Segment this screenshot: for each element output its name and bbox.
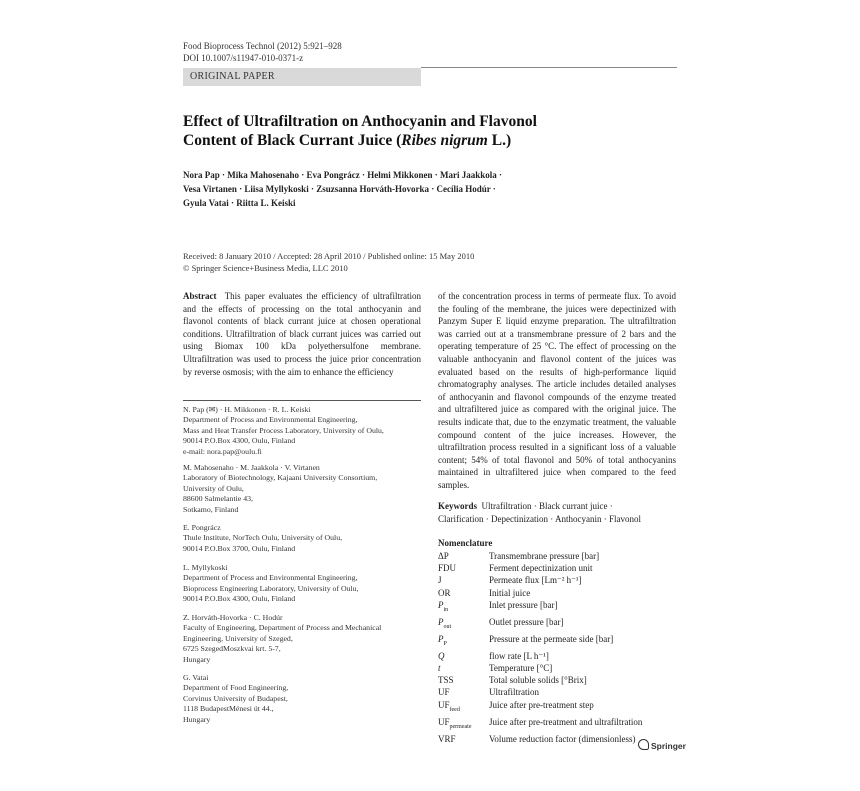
section-label: ORIGINAL PAPER [190, 71, 275, 82]
nomenclature-row [438, 616, 642, 633]
nomenclature-symbol: $P_{in}$ [438, 599, 449, 613]
affiliation-line: University of Oulu, [183, 483, 244, 493]
nomenclature-description: Outlet pressure [bar] [489, 616, 564, 627]
affiliation-block [183, 673, 423, 725]
nomenclature-heading: Nomenclature [438, 538, 493, 548]
affiliation-line: 88600 Salmelantie 43, [183, 494, 253, 504]
affiliation-line: E. Pongrácz [183, 523, 221, 532]
copyright: © Springer Science+Business Media, LLC 2010 [183, 263, 348, 273]
nomenclature-symbol: t [438, 663, 441, 674]
keywords-line-2: Clarification · Depectinization · Anthocyanin · Flavonol [438, 514, 641, 524]
affiliation-line: 90014 P.O.Box 4300, Oulu, Finland [183, 594, 296, 604]
springer-logo: Springer [638, 739, 686, 751]
affiliation-line: 6725 SzegedMoszkvai krt. 5-7, [183, 644, 281, 654]
nomenclature-row [438, 686, 642, 698]
affiliation-line: Faculty of Engineering, Department of Process and Mechanical [183, 623, 382, 633]
publication-dates [183, 250, 474, 274]
nomenclature-description: Juice after pre-treatment step [489, 699, 594, 710]
abstract [183, 290, 421, 378]
nomenclature-row [438, 674, 642, 686]
abstract-label: Abstract [183, 291, 217, 301]
title-line-2: Content of Black Currant Juice (Ribes nigrum L.) [183, 132, 512, 149]
nomenclature-symbol: Q [438, 650, 445, 661]
affiliation-line: L. Myllykoski [183, 563, 228, 572]
affiliation-line: Hungary [183, 714, 211, 724]
nomenclature-symbol: $P_{out}$ [438, 616, 452, 630]
springer-horse-icon [638, 739, 649, 750]
affiliation-line: 90014 P.O.Box 3700, Oulu, Finland [183, 543, 296, 553]
affiliation-line: Corvinus University of Budapest, [183, 693, 288, 703]
author-line: Gyula Vatai · Riitta L. Keiski [183, 198, 296, 208]
affiliation-line: Department of Process and Environmental Engineering, [183, 415, 358, 425]
nomenclature-row [438, 716, 642, 733]
nomenclature-row [438, 699, 642, 716]
nomenclature-symbol: ΔP [438, 551, 449, 561]
nomenclature-symbol: OR [438, 587, 451, 598]
nomenclature-table [438, 550, 642, 745]
affiliation-rule [183, 400, 421, 401]
affiliation-line[interactable]: e-mail: nora.pap@oulu.fi [183, 446, 262, 456]
nomenclature-description: Permeate flux [Lm⁻² h⁻¹] [489, 575, 582, 586]
nomenclature-row [438, 574, 642, 586]
author-line: Vesa Virtanen · Liisa Myllykoski · Zsuzsanna Horváth-Hovorka · Cecília Hodúr · [183, 184, 496, 194]
nomenclature-row [438, 733, 642, 745]
nomenclature-row [438, 650, 642, 662]
nomenclature-description: Juice after pre-treatment and ultrafiltration [489, 716, 643, 727]
affiliation-line: Z. Horváth-Hovorka · C. Hodúr [183, 613, 283, 622]
nomenclature-symbol: VRF [438, 733, 456, 744]
nomenclature-description: Ultrafiltration [489, 687, 539, 698]
nomenclature-description: Inlet pressure [bar] [489, 599, 558, 610]
affiliation-line: Sotkamo, Finland [183, 504, 239, 514]
header-rule [421, 67, 677, 68]
nomenclature-description: Initial juice [489, 587, 531, 598]
keywords-label: Keywords [438, 501, 477, 511]
journal-doi: DOI 10.1007/s11947-010-0371-z [183, 53, 304, 63]
nomenclature-symbol: $UF_{feed}$ [438, 699, 460, 713]
abstract-continued: of the concentration process in terms of permeate flux. To avoid the fouling of the membrane, the juices were depectinized with Panzym Super E liquid enzyme preparation. The ultrafiltration was carried out at a transmembrane pressure of 2 bars and the operating temperature of 25 °C. The effect of processing on the valuable anthocyanin and flavonol content of the juices was evaluated based on the results of high-performance liquid chromatography analyses. The article includes detailed analyses of anthocyanin and flavonol compounds of the enzyme treated and ultrafiltered juice as compared with the original juice. The results indicate that, due to the enzymatic treatment, the valuable compound content of the juice increases. However, the ultrafiltration process resulted in a significant loss of a valuable content; 54% of total flavonol and 50% of total anthocyanins maintained in ultrafiltered juice when compared to the feed samples. [438, 291, 676, 490]
journal-citation: Food Bioprocess Technol (2012) 5:921–928 [183, 41, 342, 51]
affiliation-block [183, 463, 423, 515]
affiliation-line: 90014 P.O.Box 4300, Oulu, Finland [183, 436, 296, 446]
affiliation-line: Department of Food Engineering, [183, 683, 289, 693]
nomenclature-description: Temperature [°C] [489, 663, 553, 674]
nomenclature-description: Pressure at the permeate side [bar] [489, 633, 614, 644]
title-line-1: Effect of Ultrafiltration on Anthocyanin and Flavonol [183, 113, 537, 130]
affiliation-line: Engineering, University of Szeged, [183, 633, 293, 643]
nomenclature-row [438, 562, 642, 574]
paper-title [183, 112, 673, 150]
nomenclature-row [438, 550, 642, 562]
nomenclature-symbol: $P_P$ [438, 633, 447, 647]
nomenclature-row [438, 587, 642, 599]
nomenclature-row [438, 633, 642, 650]
affiliation-line: Mass and Heat Transfer Process Laboratory, University of Oulu, [183, 425, 384, 435]
nomenclature-description: Volume reduction factor (dimensionless) [489, 733, 636, 744]
keywords-line-1: Ultrafiltration · Black currant juice · [481, 501, 613, 511]
affiliation-line: G. Vatai [183, 673, 209, 682]
journal-reference [183, 40, 342, 64]
author-list [183, 168, 683, 210]
species-name: Ribes nigrum [401, 132, 488, 149]
affiliation-line: Laboratory of Biotechnology, Kajaani University Consortium, [183, 473, 378, 483]
nomenclature-description: flow rate [L h⁻¹] [489, 650, 549, 661]
nomenclature-description: Total soluble solids [°Brix] [489, 675, 587, 686]
keywords [438, 500, 678, 526]
nomenclature-symbol: TSS [438, 675, 454, 686]
affiliation-line: Bioprocess Engineering Laboratory, University of Oulu, [183, 583, 359, 593]
nomenclature-description: Ferment depectinization unit [489, 563, 593, 574]
nomenclature-symbol: FDU [438, 563, 457, 574]
affiliation-line: Hungary [183, 654, 211, 664]
nomenclature-row [438, 662, 642, 674]
affiliation-block [183, 613, 423, 665]
nomenclature-symbol: J [438, 575, 442, 586]
affiliation-line: Thule Institute, NorTech Oulu, University of Oulu, [183, 533, 343, 543]
nomenclature-symbol: $UF_{permeate}$ [438, 716, 472, 730]
affiliation-line: M. Mahosenaho · M. Jaakkola · V. Virtanen [183, 463, 320, 472]
abstract-text: This paper evaluates the efficiency of ultrafiltration and the effects of processing on the total anthocyanin and flavonol contents of black currant juice at chosen operational conditions. Ultrafiltration of black currant juices was carried out using Biomax 100 kDa polyethersulfone membrane. Ultrafiltration was used to process the juice prior concentration by reverse osmosis; with the aim to enhance the efficiency [183, 291, 421, 377]
nomenclature-row [438, 599, 642, 616]
affiliation-block [183, 563, 423, 605]
nomenclature-symbol: UF [438, 687, 450, 698]
affiliation-line: Department of Process and Environmental Engineering, [183, 573, 358, 583]
affiliation-block [183, 523, 423, 554]
affiliation-block [183, 405, 423, 457]
affiliation-line: 1118 BudapestMénesi út 44., [183, 704, 274, 714]
nomenclature-description: Transmembrane pressure [bar] [489, 551, 600, 561]
history-dates: Received: 8 January 2010 / Accepted: 28 April 2010 / Published online: 15 May 2010 [183, 251, 475, 261]
affiliation-line: N. Pap (✉) · H. Mikkonen · R. L. Keiski [183, 405, 311, 414]
author-line: Nora Pap · Mika Mahosenaho · Eva Pongrácz · Helmi Mikkonen · Mari Jaakkola · [183, 170, 503, 180]
